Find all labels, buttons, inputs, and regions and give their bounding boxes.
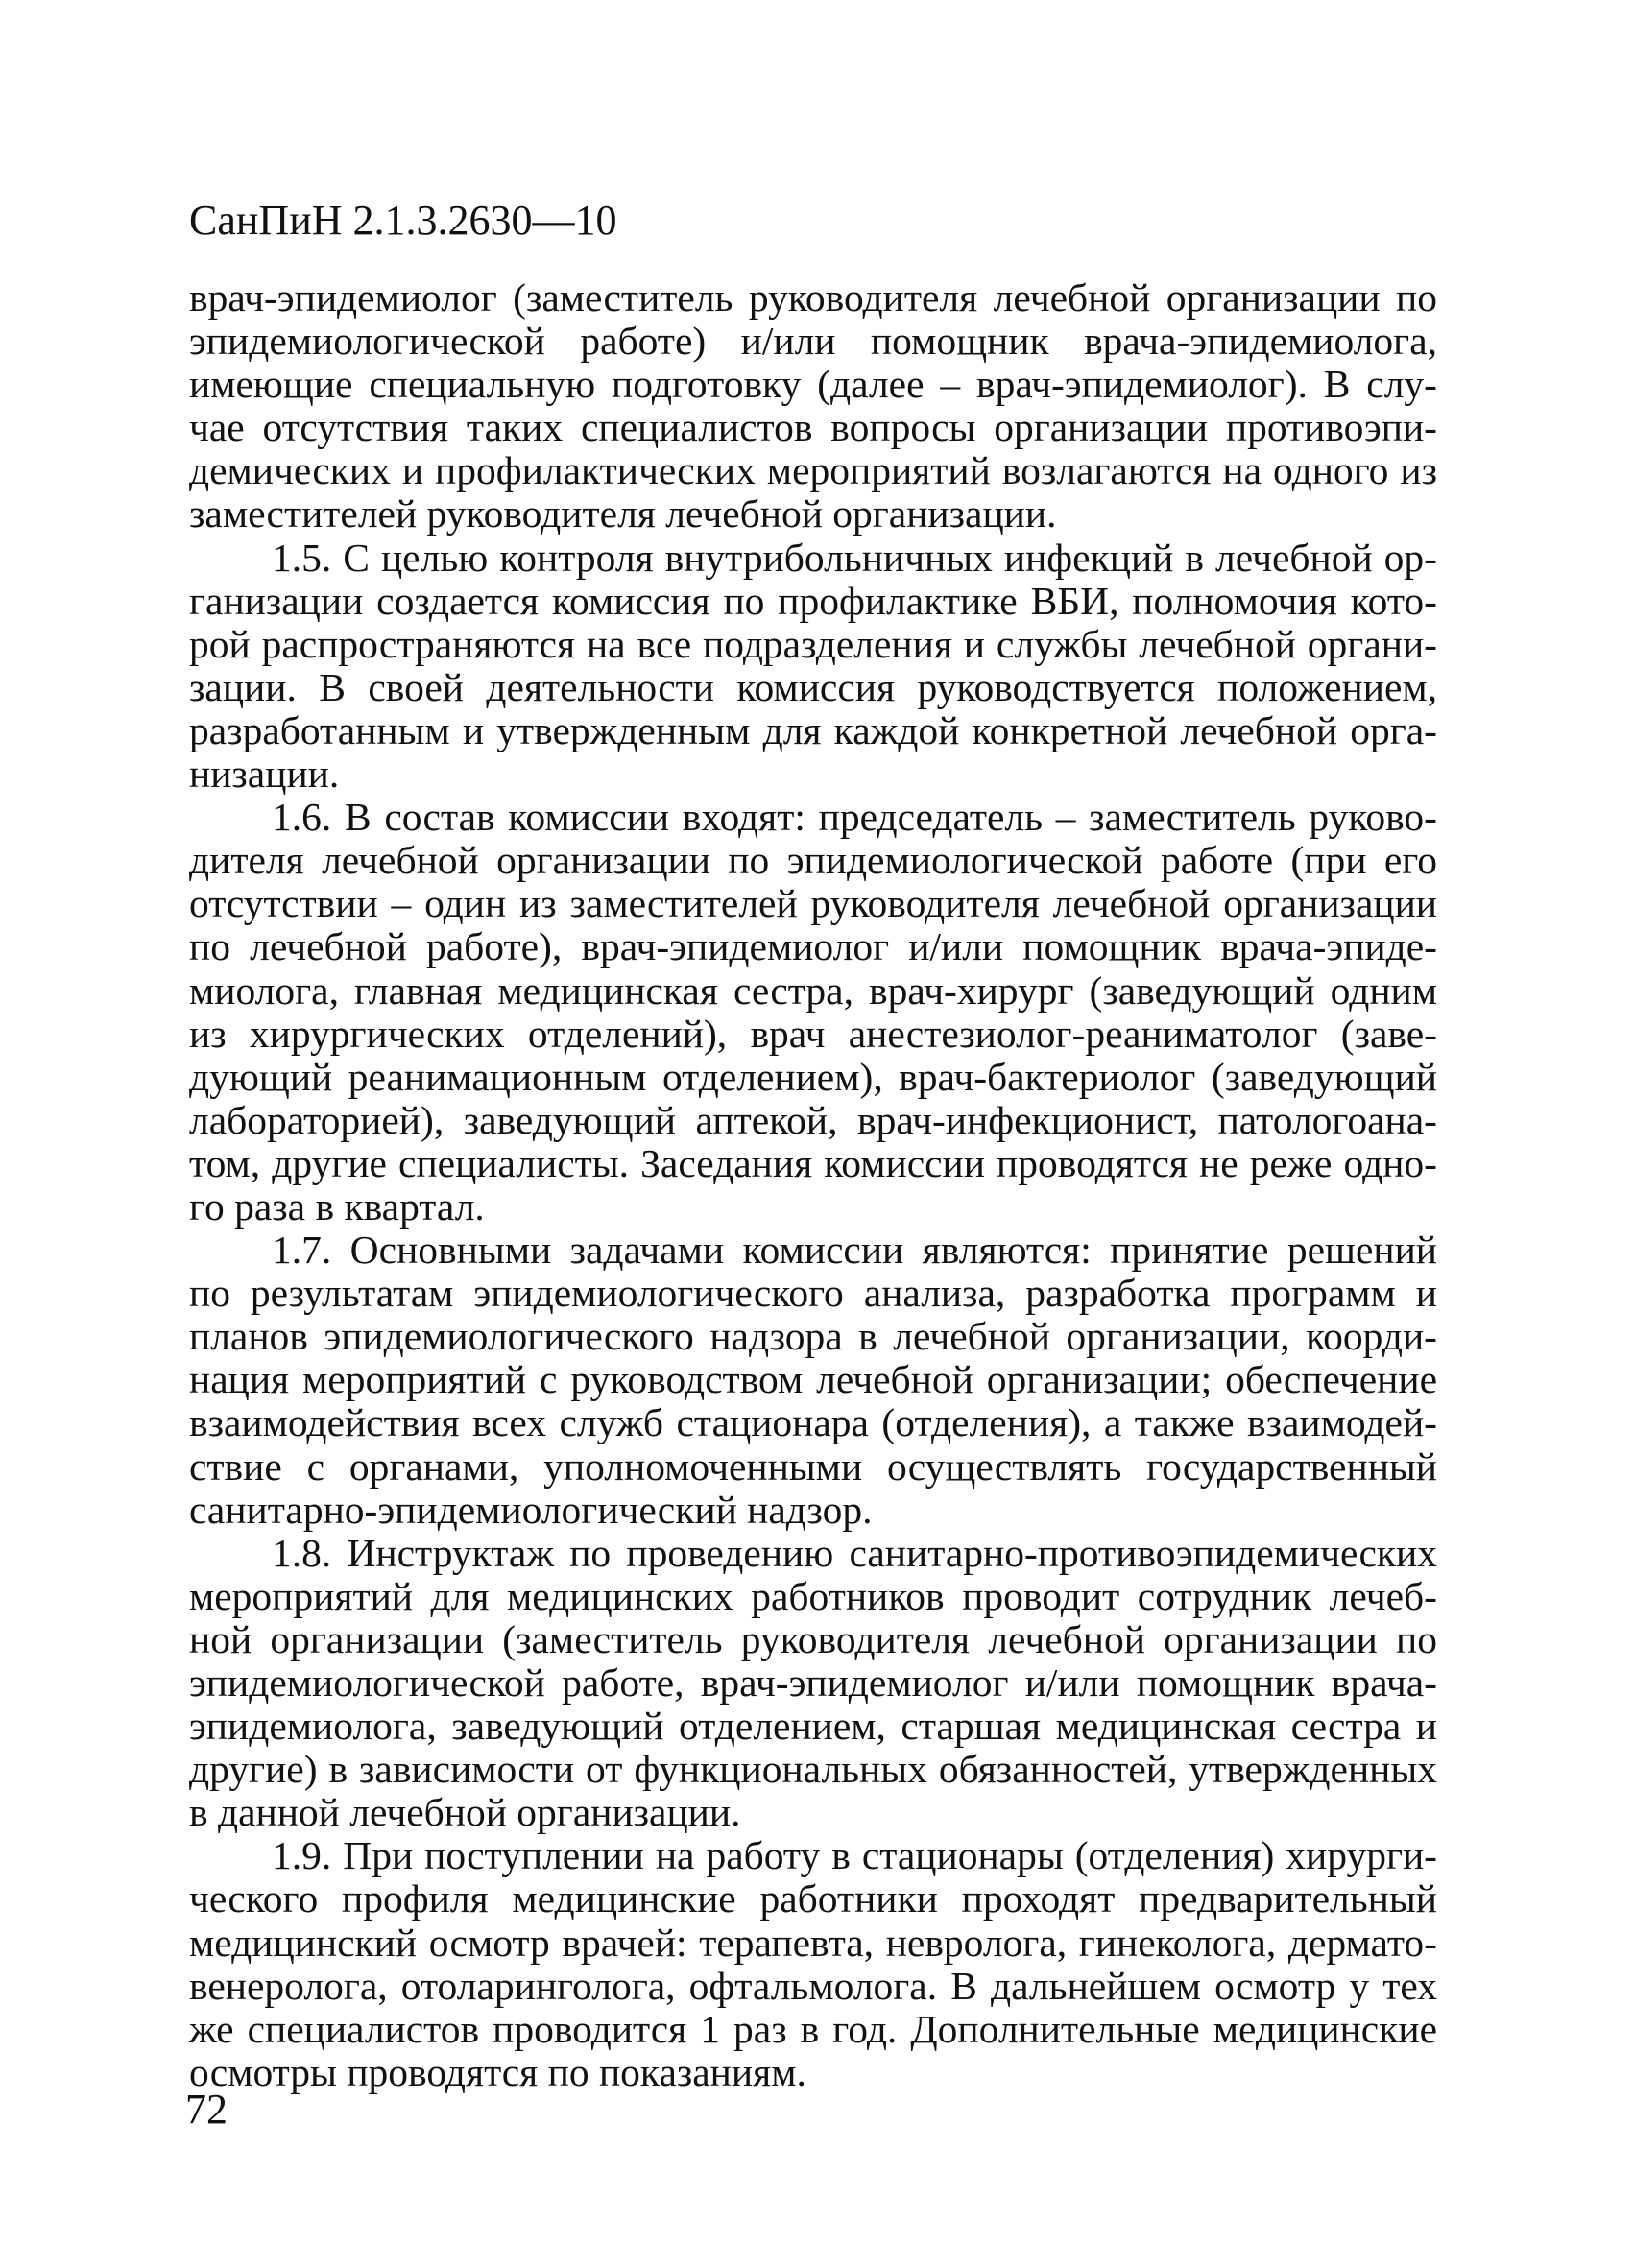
text-line: дующий реанимационным отделением), врач-бактериолог (заведующий: [189, 1054, 1437, 1099]
text-line: мероприятий для медицинских работников проводит сотрудник лечеб-: [189, 1573, 1437, 1618]
text-line: санитарно-эпидемиологический надзор.: [189, 1487, 873, 1532]
text-line: врач-эпидемиолог (заместитель руководителя лечебной организации по: [189, 275, 1437, 320]
text-line: ной организации (заместитель руководителя лечебной организации по: [189, 1616, 1437, 1661]
text-line: зации. В своей деятельности комиссия руководствуется положением,: [189, 664, 1437, 709]
paragraph-1-9-start: 1.9. При поступлении на работу в стационары (отделения) хирурги-: [272, 1833, 1437, 1878]
text-line: низации.: [189, 752, 340, 797]
text-line: имеющие специальную подготовку (далее – врач-эпидемиолог). В слу-: [189, 362, 1437, 407]
paragraph-1-7-start: 1.7. Основными задачами комиссии являются: принятие решений: [272, 1228, 1437, 1273]
text-line: лабораторией), заведующий аптекой, врач-инфекционист, патологоана-: [189, 1097, 1437, 1142]
text-line: медицинский осмотр врачей: терапевта, невролога, гинеколога, дермато-: [189, 1920, 1437, 1965]
text-line: из хирургических отделений), врач анестезиолог-реаниматолог (заве-: [189, 1011, 1437, 1056]
text-line: же специалистов проводится 1 раз в год. Дополнительные медицинские: [189, 2006, 1437, 2051]
text-line: ганизации создается комиссия по профилактике ВБИ, полномочия кото-: [189, 578, 1437, 623]
text-line: венеролога, отоларинголога, офтальмолога. В дальнейшем осмотр у тех: [189, 1963, 1437, 2008]
text-line: миолога, главная медицинская сестра, врач-хирург (заведующий одним: [189, 967, 1437, 1013]
text-line: заместителей руководителя лечебной организации.: [189, 491, 1057, 537]
text-line: нация мероприятий с руководством лечебной организации; обеспечение: [189, 1357, 1437, 1402]
text-line: го раза в квартал.: [189, 1183, 485, 1229]
text-line: рой распространяются на все подразделения и службы лечебной органи-: [189, 621, 1437, 666]
text-line: чае отсутствия таких специалистов вопросы организации противоэпи-: [189, 405, 1437, 450]
text-line: ческого профиля медицинские работники проходят предварительный: [189, 1876, 1437, 1922]
text-line: осмотры проводятся по показаниям.: [189, 2049, 806, 2094]
text-line: в данной лечебной организации.: [189, 1790, 741, 1835]
document-code-header: СанПиН 2.1.3.2630—10: [189, 197, 617, 244]
page-number: 72: [185, 2086, 228, 2133]
document-body: [189, 276, 1437, 2094]
text-line: дителя лечебной организации по эпидемиологической работе (при его: [189, 838, 1437, 883]
text-line: демических и профилактических мероприятий возлагаются на одного из: [189, 448, 1437, 493]
text-line: ствие с органами, уполномоченными осуществлять государственный: [189, 1444, 1437, 1489]
text-line: по лечебной работе), врач-эпидемиолог и/или помощник врача-эпиде-: [189, 924, 1437, 969]
text-line: планов эпидемиологического надзора в лечебной организации, коорди-: [189, 1314, 1437, 1359]
text-line: эпидемиологической работе, врач-эпидемиолог и/или помощник врача-: [189, 1660, 1437, 1705]
text-line: взаимодействия всех служб стационара (отделения), а также взаимодей-: [189, 1400, 1437, 1445]
text-line: отсутствии – один из заместителей руководителя лечебной организации: [189, 881, 1437, 926]
text-line: эпидемиолога, заведующий отделением, старшая медицинская сестра и: [189, 1704, 1437, 1749]
text-line: по результатам эпидемиологического анализа, разработка программ и: [189, 1271, 1437, 1316]
paragraph-1-8-start: 1.8. Инструктаж по проведению санитарно-противоэпидемических: [272, 1530, 1437, 1575]
text-line: разработанным и утвержденным для каждой конкретной лечебной орга-: [189, 707, 1437, 752]
text-line: эпидемиологической работе) и/или помощник врача-эпидемиолога,: [189, 319, 1437, 364]
text-line: другие) в зависимости от функциональных обязанностей, утвержденных: [189, 1747, 1437, 1792]
paragraph-1-6-start: 1.6. В состав комиссии входят: председатель – заместитель руково-: [272, 795, 1437, 840]
text-line: том, другие специалисты. Заседания комиссии проводятся не реже одно-: [189, 1140, 1437, 1185]
paragraph-1-5-start: 1.5. С целью контроля внутрибольничных инфекций в лечебной ор-: [272, 535, 1437, 580]
